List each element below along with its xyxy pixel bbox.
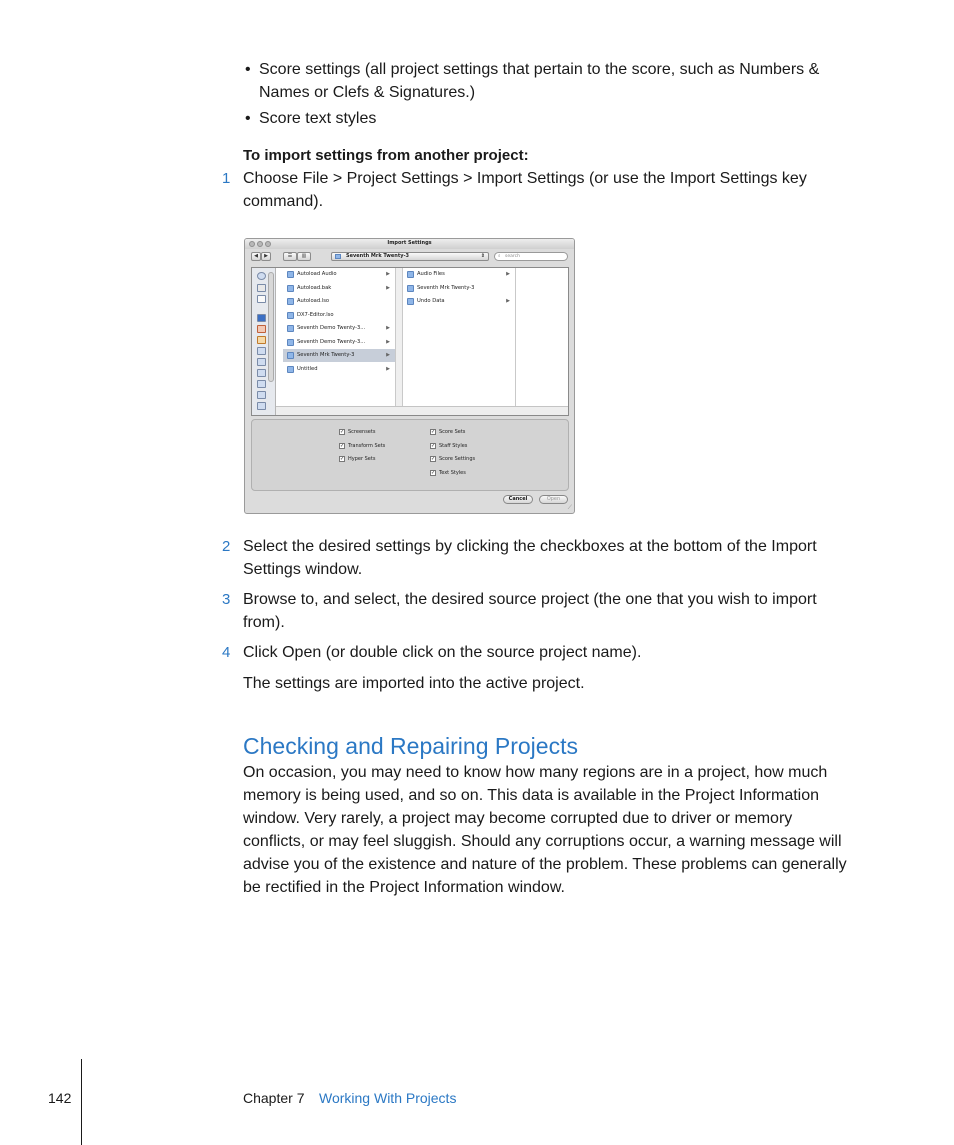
section-heading: Checking and Repairing Projects	[243, 733, 578, 759]
home-icon[interactable]	[257, 325, 266, 333]
body-line: memory is being used, and so on. This data is available in the Project Information	[243, 787, 820, 804]
file-browser	[251, 267, 569, 416]
disk-icon[interactable]	[257, 295, 266, 303]
folder-icon	[287, 285, 294, 292]
resize-grip-icon[interactable]: ⟋	[567, 504, 572, 511]
checkmark-icon[interactable]: ✓	[431, 429, 436, 435]
settings-checkbox[interactable]	[430, 469, 466, 477]
popup-arrows-icon: ⇕	[480, 253, 485, 259]
disclosure-arrow-icon: ▶	[386, 284, 390, 291]
sidebar-scrollbar[interactable]	[268, 272, 274, 382]
search-input[interactable]	[494, 252, 568, 261]
cancel-button[interactable]: Cancel	[503, 495, 533, 504]
step-text-line: Settings window.	[243, 561, 363, 578]
bullet-marker: •	[245, 110, 251, 127]
folder-icon	[407, 271, 414, 278]
body-line: conflicts, or may feel sluggish. Should any corruptions occur, a warning message will	[243, 833, 842, 850]
folder-icon	[287, 312, 294, 319]
browser-column-2	[403, 268, 516, 415]
folder-icon[interactable]	[257, 402, 266, 410]
disclosure-arrow-icon: ▶	[386, 338, 390, 345]
window-title: Import Settings	[387, 240, 432, 246]
folder-icon[interactable]	[257, 391, 266, 399]
browser-row-label: Seventh Demo Twenty-3...	[297, 338, 366, 345]
browser-row[interactable]	[283, 309, 395, 322]
disclosure-arrow-icon: ▶	[506, 271, 510, 277]
bullet-text-line: Score text styles	[259, 110, 377, 127]
column-scrollbar[interactable]	[396, 268, 403, 406]
folder-icon[interactable]	[257, 358, 266, 366]
checkbox-label: Hyper Sets	[348, 456, 376, 462]
browser-row-label: DX7-Editor.lso	[297, 311, 334, 318]
step-text-line: command).	[243, 193, 324, 210]
step-text-line: Select the desired settings by clicking the checkboxes at the bottom of the Import	[243, 538, 817, 555]
step-text-line: Choose File > Project Settings > Import Settings (or use the Import Settings key	[243, 170, 807, 187]
checkbox-label: Screensets	[348, 429, 376, 435]
open-button[interactable]: Open	[539, 495, 568, 504]
disclosure-arrow-icon: ▶	[506, 298, 510, 304]
browser-row[interactable]	[283, 363, 395, 376]
step-number: 4	[222, 644, 231, 661]
list-view-button[interactable]: ☰	[283, 252, 297, 261]
browser-column-1	[283, 268, 396, 415]
chapter-label: Chapter 7	[243, 1090, 305, 1106]
body-line: advise you of the existence and nature of the problem. These problems can generally	[243, 856, 847, 873]
browser-row[interactable]	[283, 295, 395, 308]
folder-icon	[407, 298, 414, 305]
back-button[interactable]: ◀	[251, 252, 261, 261]
browser-column-3	[516, 268, 568, 415]
location-label: Seventh Mrk Twenty-3	[346, 253, 410, 259]
bullet-marker: •	[245, 61, 251, 78]
browser-row-label: Untitled	[297, 365, 318, 372]
browser-row[interactable]	[283, 336, 395, 349]
window-toolbar	[245, 249, 574, 265]
chapter-title-link[interactable]: Working With Projects	[319, 1090, 457, 1106]
folder-icon	[407, 285, 414, 292]
task-heading: To import settings from another project:	[243, 147, 529, 164]
browser-row[interactable]	[403, 268, 515, 281]
body-line: be rectified in the Project Information window.	[243, 879, 565, 896]
settings-checkbox[interactable]	[430, 428, 465, 436]
disclosure-arrow-icon: ▶	[386, 271, 390, 277]
settings-checkbox-panel	[251, 419, 569, 491]
browser-row-label: Seventh Demo Twenty-3...	[297, 325, 366, 331]
browser-row-label: Seventh Mrk Twenty-3	[417, 284, 475, 291]
browser-row[interactable]	[403, 295, 515, 308]
folder-icon	[287, 325, 294, 332]
settings-checkbox[interactable]	[339, 442, 385, 450]
body-line: On occasion, you may need to know how many regions are in a project, how much	[243, 764, 828, 781]
checkmark-icon[interactable]: ✓	[340, 442, 345, 449]
search-icon: ⌕	[498, 254, 501, 259]
browser-row-label: Seventh Mrk Twenty-3	[297, 352, 355, 358]
checkmark-icon[interactable]: ✓	[340, 456, 345, 462]
disk-icon[interactable]	[257, 284, 266, 292]
settings-checkbox[interactable]	[430, 442, 467, 450]
browser-row[interactable]	[283, 322, 395, 335]
folder-icon	[287, 352, 294, 359]
window-titlebar	[245, 239, 574, 249]
body-line: window. Very rarely, a project may become corrupted due to driver or memory	[243, 810, 793, 827]
footer-divider	[81, 1059, 82, 1145]
browser-row-label: Undo Data	[417, 298, 445, 304]
settings-checkbox[interactable]	[430, 455, 475, 463]
step-text-line: from).	[243, 614, 285, 631]
checkmark-icon[interactable]: ✓	[431, 442, 436, 449]
step-number: 1	[222, 170, 231, 187]
step-text-line: Click Open (or double click on the source project name).	[243, 644, 642, 661]
bullet-text-line: Score settings (all project settings that pertain to the score, such as Numbers &	[259, 61, 820, 78]
disclosure-arrow-icon: ▶	[386, 365, 390, 372]
sidebar	[252, 268, 276, 415]
checkbox-label: Transform Sets	[348, 442, 386, 449]
settings-checkbox[interactable]	[339, 428, 375, 436]
checkmark-icon[interactable]: ✓	[431, 469, 436, 476]
documents-folder-icon[interactable]	[257, 347, 266, 355]
bullet-text-line: Names or Clefs & Signatures.)	[259, 84, 476, 101]
browser-row-label: Autoload Audio	[297, 271, 337, 277]
folder-icon	[287, 271, 294, 278]
page-number: 142	[48, 1090, 72, 1106]
checkbox-label: Score Sets	[439, 429, 466, 435]
checkbox-label: Text Styles	[439, 469, 466, 476]
checkbox-label: Score Settings	[439, 456, 476, 462]
folder-icon	[287, 339, 294, 346]
folder-icon[interactable]	[257, 380, 266, 388]
disclosure-arrow-icon: ▶	[386, 325, 390, 331]
search-placeholder: search	[505, 254, 520, 259]
checkmark-icon[interactable]: ✓	[431, 456, 436, 462]
location-popup[interactable]	[331, 252, 489, 261]
desktop-icon[interactable]	[257, 314, 266, 322]
result-text: The settings are imported into the active project.	[243, 675, 585, 692]
forward-button[interactable]: ▶	[261, 252, 271, 261]
settings-checkbox[interactable]	[339, 455, 375, 463]
horizontal-scrollbar[interactable]	[276, 406, 568, 415]
step-number: 2	[222, 538, 231, 555]
folder-icon[interactable]	[257, 369, 266, 377]
browser-row[interactable]	[403, 282, 515, 295]
column-view-button[interactable]: ▥	[297, 252, 311, 261]
disclosure-arrow-icon: ▶	[386, 352, 390, 358]
step-text-line: Browse to, and select, the desired source project (the one that you wish to import	[243, 591, 817, 608]
browser-row-label: Autoload.lso	[297, 298, 330, 304]
import-settings-window	[244, 238, 575, 514]
browser-row-label: Audio Files	[417, 271, 445, 277]
checkmark-icon[interactable]: ✓	[340, 429, 345, 435]
browser-row[interactable]	[283, 268, 395, 281]
step-number: 3	[222, 591, 231, 608]
browser-row[interactable]	[283, 349, 395, 362]
applications-icon[interactable]	[257, 336, 266, 344]
folder-icon	[287, 366, 294, 373]
checkbox-label: Staff Styles	[439, 442, 468, 449]
browser-row[interactable]	[283, 282, 395, 295]
folder-icon	[287, 298, 294, 305]
network-icon[interactable]	[257, 272, 266, 280]
browser-row-label: Autoload.bak	[297, 284, 332, 291]
folder-icon	[335, 254, 341, 259]
